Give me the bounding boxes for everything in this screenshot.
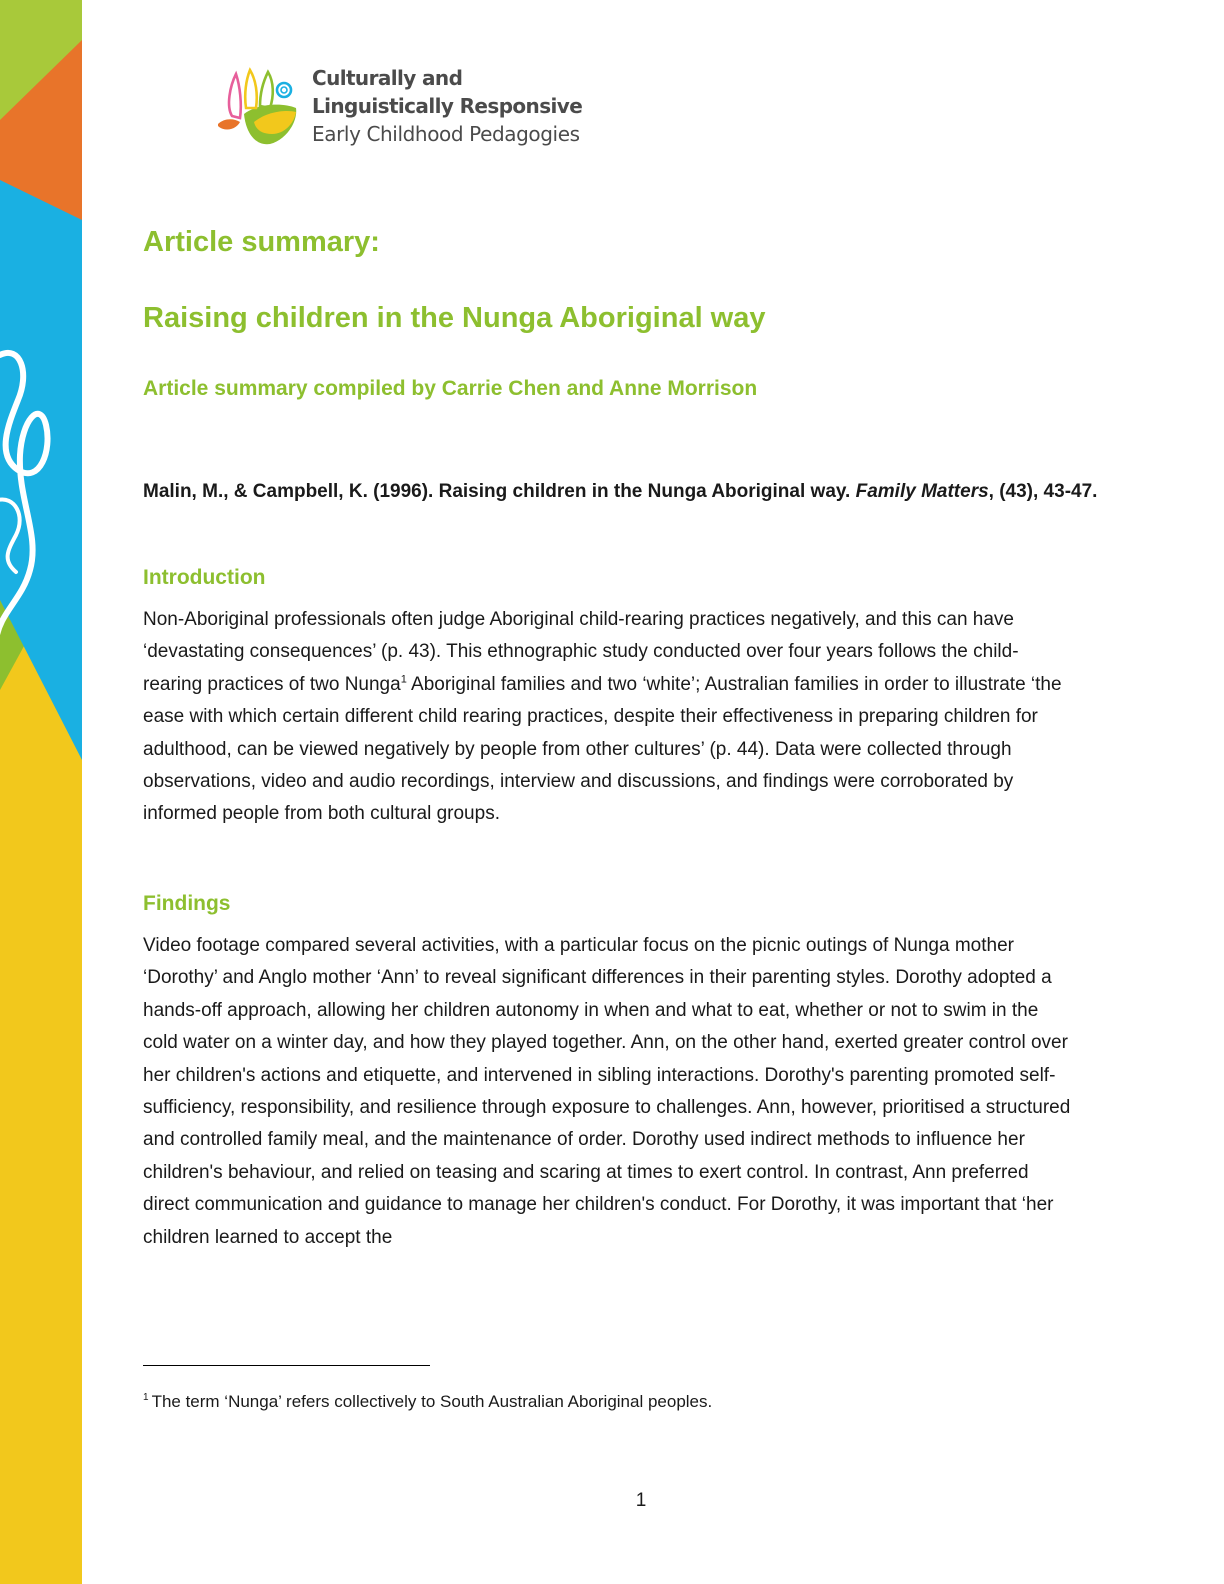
document-subtitle: Raising children in the Nunga Aboriginal way [143,302,766,334]
logo-line-2: Linguistically Responsive [312,94,583,118]
page-number: 1 [635,1490,647,1511]
footnote-reference: 1 [400,673,407,686]
document-title: Article summary: [143,226,380,258]
introduction-text-part-1: Non-Aboriginal professionals often judge Aboriginal child-rearing practices negatively, and this can have ‘devastating consequences’ (p. 43). This ethnographic study conducted over four years follows the child-rearing practices of two Nunga [143,609,1019,695]
logo-wordmark [312,64,582,148]
decorative-side-strip [0,0,82,1584]
introduction-section [143,566,1073,831]
findings-paragraph: Video footage compared several activities, with a particular focus on the picnic outings of Nunga mother ‘Dorothy’ and Anglo mother ‘Ann’ to reveal significant differences in their parenting styles. Dorothy adopted a hands-off approach, allowing her children autonomy in when and what to eat, whether or not to swim in the cold water on a winter day, and how they played together. Ann, on the other hand, exerted greater control over her children's actions and etiquette, and intervened in sibling interactions. Dorothy's parenting promoted self-sufficiency, responsibility, and resilience through exposure to challenges. Ann, however, prioritised a structured and controlled family meal, and the maintenance of order. Dorothy used indirect methods to influence her children's behaviour, and relied on teasing and scaring at times to exert control. In contrast, Ann preferred direct communication and guidance to manage her children's conduct. For Dorothy, it was important that ‘her children learned to accept the [143,935,1071,1248]
citation-authors-title: Malin, M., & Campbell, K. (1996). Raising children in the Nunga Aboriginal way. [143,481,851,502]
hand-logo-icon [214,64,304,148]
logo-line-3: Early Childhood Pedagogies [312,122,580,146]
footnote-divider [143,1365,430,1366]
document-byline: Article summary compiled by Carrie Chen and Anne Morrison [143,377,758,400]
reference-citation [143,476,1113,507]
findings-heading: Findings [143,892,231,915]
findings-section [143,892,1073,1254]
citation-journal: Family Matters [855,481,989,502]
logo-line-1: Culturally and [312,66,463,90]
introduction-heading: Introduction [143,566,266,589]
footnote-text: The term ‘Nunga’ refers collectively to South Australian Aboriginal peoples. [151,1392,713,1411]
introduction-paragraph [143,604,1073,831]
introduction-text-part-2: Aboriginal families and two ‘white’; Australian families in order to illustrate ‘the ease with which certain different child rearing practices, despite their effectiveness in preparing children for adulthood, can be viewed negatively by people from other cultures’ (p. 44). Data were collected through observations, video and audio recordings, interview and discussions, and findings were corroborated by informed people from both cultural groups. [143,673,1062,825]
footnote-marker: 1 [143,1392,149,1404]
logo [214,62,614,152]
footnote [143,1392,712,1412]
citation-volume-pages: , (43), 43-47. [988,481,1098,502]
